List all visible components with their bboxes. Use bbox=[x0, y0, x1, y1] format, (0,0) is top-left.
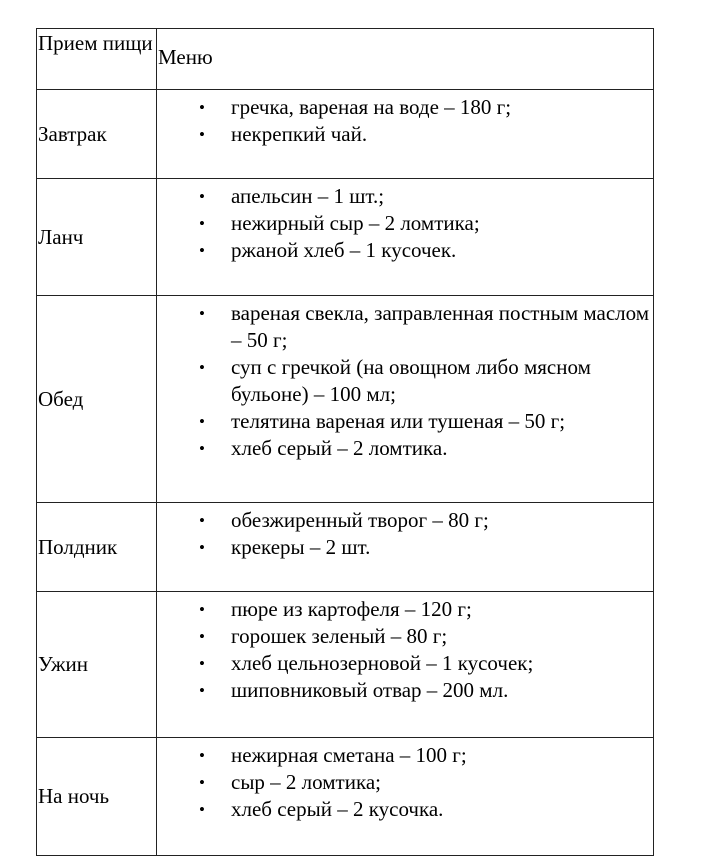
menu-item-text: хлеб серый – 2 ломтика. bbox=[231, 436, 448, 460]
menu-item-text: некрепкий чай. bbox=[231, 122, 368, 146]
list-item bbox=[157, 300, 653, 354]
bullet-icon: • bbox=[199, 439, 205, 458]
list-item bbox=[157, 354, 653, 408]
bullet-icon: • bbox=[199, 538, 205, 557]
menu-item-list bbox=[157, 507, 653, 561]
list-item bbox=[157, 623, 653, 650]
list-item bbox=[157, 769, 653, 796]
bullet-icon: • bbox=[199, 746, 205, 765]
menu-cell bbox=[157, 90, 654, 179]
bullet-icon: • bbox=[199, 304, 205, 323]
bullet-icon: • bbox=[199, 511, 205, 530]
bullet-icon: • bbox=[199, 358, 205, 377]
menu-item-text: гречка, вареная на воде – 180 г; bbox=[231, 95, 512, 119]
meal-name: Полдник bbox=[37, 503, 157, 592]
list-item bbox=[157, 650, 653, 677]
menu-item-text: пюре из картофеля – 120 г; bbox=[231, 597, 472, 621]
table-row bbox=[37, 90, 654, 179]
table-row bbox=[37, 738, 654, 856]
menu-cell bbox=[157, 592, 654, 738]
menu-item-text: нежирный сыр – 2 ломтика; bbox=[231, 211, 480, 235]
table-row bbox=[37, 296, 654, 503]
menu-item-list bbox=[157, 742, 653, 823]
table-row bbox=[37, 179, 654, 296]
meal-column-header: Прием пищи bbox=[37, 29, 157, 90]
list-item bbox=[157, 408, 653, 435]
meal-name: Обед bbox=[37, 296, 157, 503]
menu-item-list bbox=[157, 94, 653, 148]
list-item bbox=[157, 183, 653, 210]
list-item bbox=[157, 677, 653, 704]
list-item bbox=[157, 210, 653, 237]
menu-item-list bbox=[157, 300, 653, 462]
menu-item-text: нежирная сметана – 100 г; bbox=[231, 743, 467, 767]
list-item bbox=[157, 121, 653, 148]
list-item bbox=[157, 94, 653, 121]
list-item bbox=[157, 534, 653, 561]
menu-item-list bbox=[157, 596, 653, 704]
bullet-icon: • bbox=[199, 654, 205, 673]
menu-item-text: сыр – 2 ломтика; bbox=[231, 770, 382, 794]
meal-name: На ночь bbox=[37, 738, 157, 856]
bullet-icon: • bbox=[199, 412, 205, 431]
bullet-icon: • bbox=[199, 241, 205, 260]
meal-name: Завтрак bbox=[37, 90, 157, 179]
bullet-icon: • bbox=[199, 800, 205, 819]
menu-item-text: апельсин – 1 шт.; bbox=[231, 184, 385, 208]
menu-item-text: хлеб серый – 2 кусочка. bbox=[231, 797, 444, 821]
bullet-icon: • bbox=[199, 187, 205, 206]
list-item bbox=[157, 435, 653, 462]
meal-name: Ланч bbox=[37, 179, 157, 296]
menu-column-header: Меню bbox=[157, 29, 654, 90]
list-item bbox=[157, 742, 653, 769]
table-row bbox=[37, 503, 654, 592]
menu-item-text: ржаной хлеб – 1 кусочек. bbox=[231, 238, 457, 262]
menu-item-text: вареная свекла, заправленная постным маслом – 50 г; bbox=[231, 301, 650, 352]
bullet-icon: • bbox=[199, 600, 205, 619]
bullet-icon: • bbox=[199, 773, 205, 792]
table-row bbox=[37, 592, 654, 738]
list-item bbox=[157, 796, 653, 823]
list-item bbox=[157, 237, 653, 264]
list-item bbox=[157, 507, 653, 534]
menu-item-text: телятина вареная или тушеная – 50 г; bbox=[231, 409, 566, 433]
menu-cell bbox=[157, 503, 654, 592]
header-row bbox=[37, 29, 654, 90]
bullet-icon: • bbox=[199, 681, 205, 700]
bullet-icon: • bbox=[199, 98, 205, 117]
list-item bbox=[157, 596, 653, 623]
menu-cell bbox=[157, 296, 654, 503]
menu-item-text: шиповниковый отвар – 200 мл. bbox=[231, 678, 509, 702]
menu-item-text: хлеб цельнозерновой – 1 кусочек; bbox=[231, 651, 534, 675]
menu-item-text: крекеры – 2 шт. bbox=[231, 535, 371, 559]
menu-cell bbox=[157, 738, 654, 856]
bullet-icon: • bbox=[199, 125, 205, 144]
menu-item-list bbox=[157, 183, 653, 264]
bullet-icon: • bbox=[199, 214, 205, 233]
bullet-icon: • bbox=[199, 627, 205, 646]
menu-item-text: обезжиренный творог – 80 г; bbox=[231, 508, 489, 532]
menu-item-text: суп с гречкой (на овощном либо мясном бульоне) – 100 мл; bbox=[231, 355, 591, 406]
menu-cell bbox=[157, 179, 654, 296]
diet-menu-table bbox=[36, 28, 654, 856]
meal-name: Ужин bbox=[37, 592, 157, 738]
menu-item-text: горошек зеленый – 80 г; bbox=[231, 624, 448, 648]
